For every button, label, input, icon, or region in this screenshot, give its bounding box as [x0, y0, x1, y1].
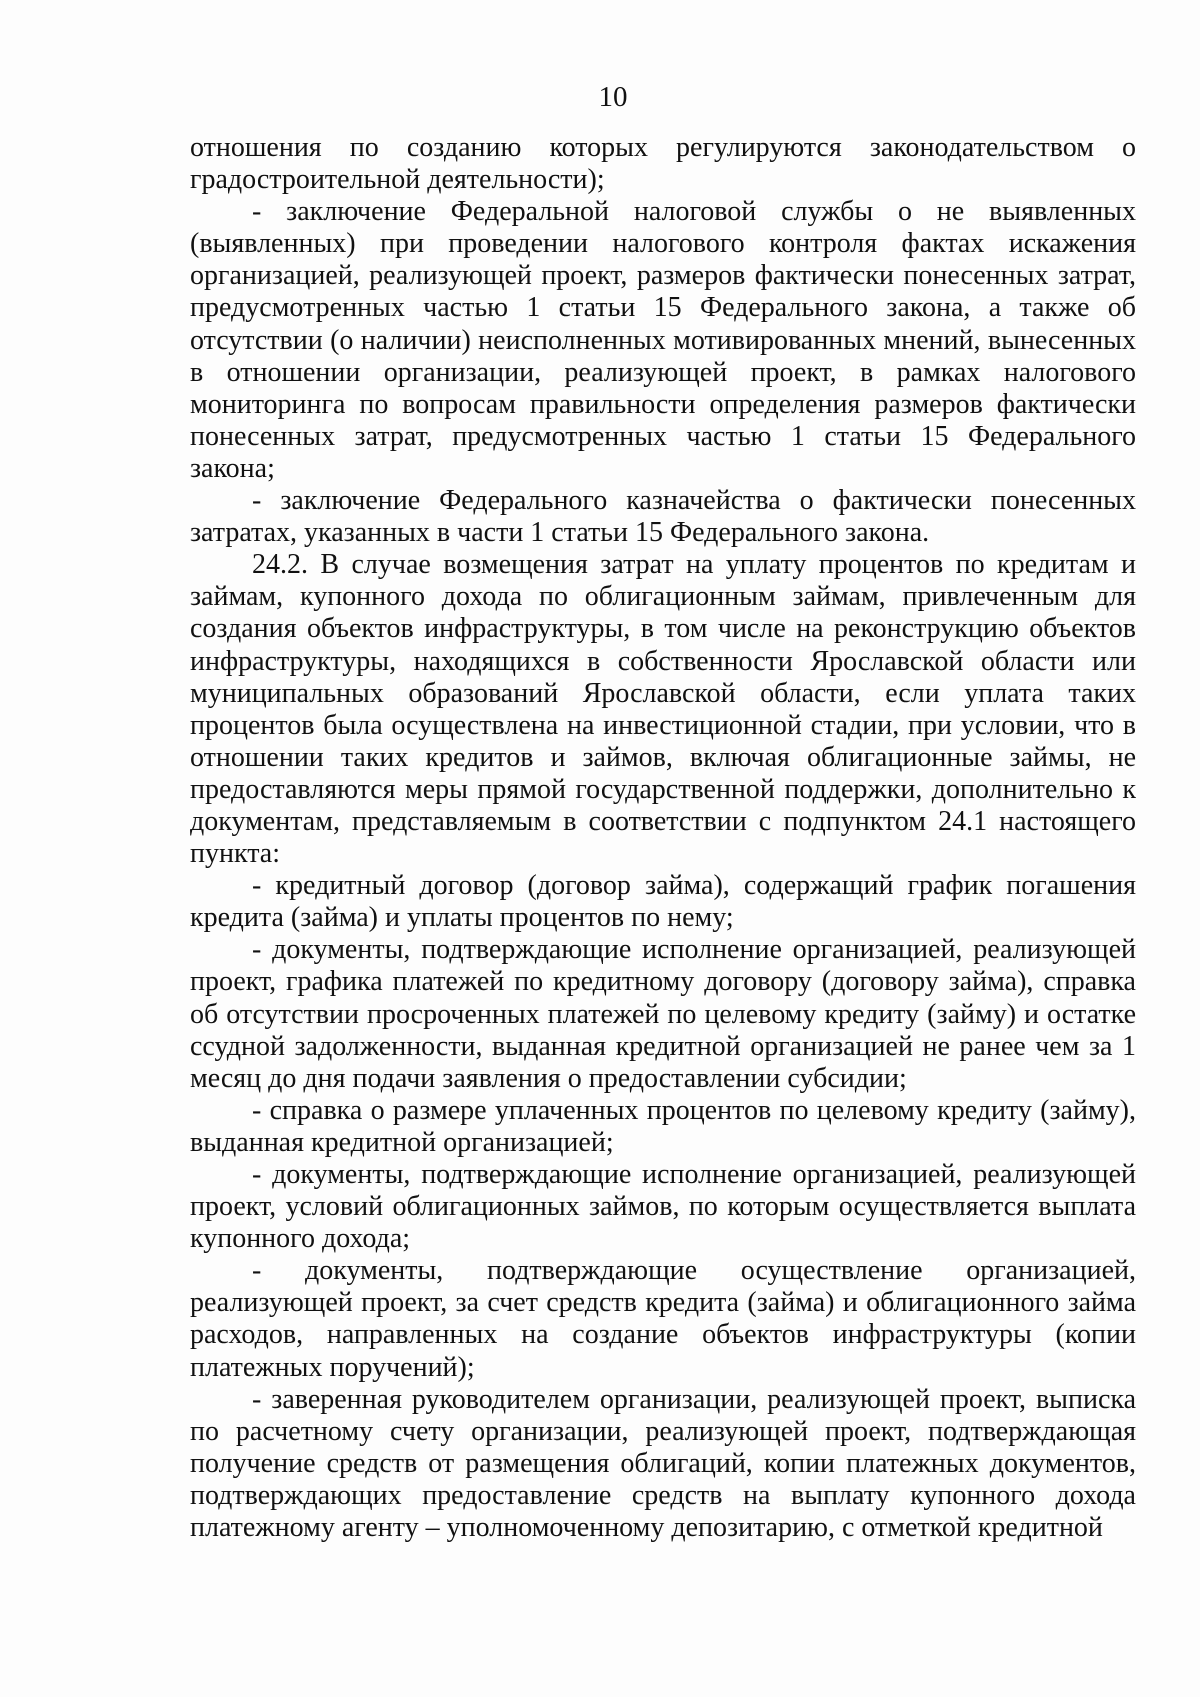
paragraph-expense-documents: - документы, подтверждающие осуществление организацией, реализующей проект, за счет средств кредита (займа) и облигационного займа расходов, направленных на создание объектов инфраструктуры (копии платежных поручений); [190, 1255, 1136, 1383]
paragraph-24-2: 24.2. В случае возмещения затрат на уплату процентов по кредитам и займам, купонного дохода по облигационным займам, привлеченным для создания объектов инфраструктуры, в том числе на реконструкцию объектов инфраструктуры, находящихся в собственности Ярославской области или муниципальных образований Ярославской области, если уплата таких процентов была осуществлена на инвестиционной стадии, при условии, что в отношении таких кредитов и займов, включая облигационные займы, не предоставляются меры прямой государственной поддержки, дополнительно к документам, представляемым в соответствии с подпунктом 24.1 настоящего пункта: [190, 549, 1136, 870]
paragraph-continuation: отношения по созданию которых регулируются законодательством о градостроительной деятельности); [190, 132, 1136, 196]
paragraph-credit-agreement: - кредитный договор (договор займа), содержащий график погашения кредита (займа) и уплаты процентов по нему; [190, 870, 1136, 934]
document-body [190, 132, 1136, 1544]
page-number: 10 [598, 81, 628, 113]
paragraph-account-statement: - заверенная руководителем организации, реализующей проект, выписка по расчетному счету организации, реализующей проект, подтверждающая получение средств от размещения облигаций, копии платежных документов, подтверждающих предоставление средств на выплату купонного дохода платежному агенту – уполномоченному депозитарию, с отметкой кредитной [190, 1383, 1136, 1544]
paragraph-payment-documents: - документы, подтверждающие исполнение организацией, реализующей проект, графика платежей по кредитному договору (договору займа), справка об отсутствии просроченных платежей по целевому кредиту (займу) и остатке ссудной задолженности, выданная кредитной организацией не ранее чем за 1 месяц до дня подачи заявления о предоставлении субсидии; [190, 934, 1136, 1094]
paragraph-interest-certificate: - справка о размере уплаченных процентов по целевому кредиту (займу), выданная кредитной организацией; [190, 1094, 1136, 1158]
paragraph-tax-service-conclusion: - заключение Федеральной налоговой службы о не выявленных (выявленных) при проведении налогового контроля фактах искажения организацией, реализующей проект, размеров фактически понесенных затрат, предусмотренных частью 1 статьи 15 Федерального закона, а также об отсутствии (о наличии) неисполненных мотивированных мнений, вынесенных в отношении организации, реализующей проект, в рамках налогового мониторинга по вопросам правильности определения размеров фактически понесенных затрат, предусмотренных частью 1 статьи 15 Федерального закона; [190, 196, 1136, 484]
paragraph-bond-documents: - документы, подтверждающие исполнение организацией, реализующей проект, условий облигационных займов, по которым осуществляется выплата купонного дохода; [190, 1159, 1136, 1255]
paragraph-treasury-conclusion: - заключение Федерального казначейства о фактически понесенных затратах, указанных в части 1 статьи 15 Федерального закона. [190, 485, 1136, 549]
